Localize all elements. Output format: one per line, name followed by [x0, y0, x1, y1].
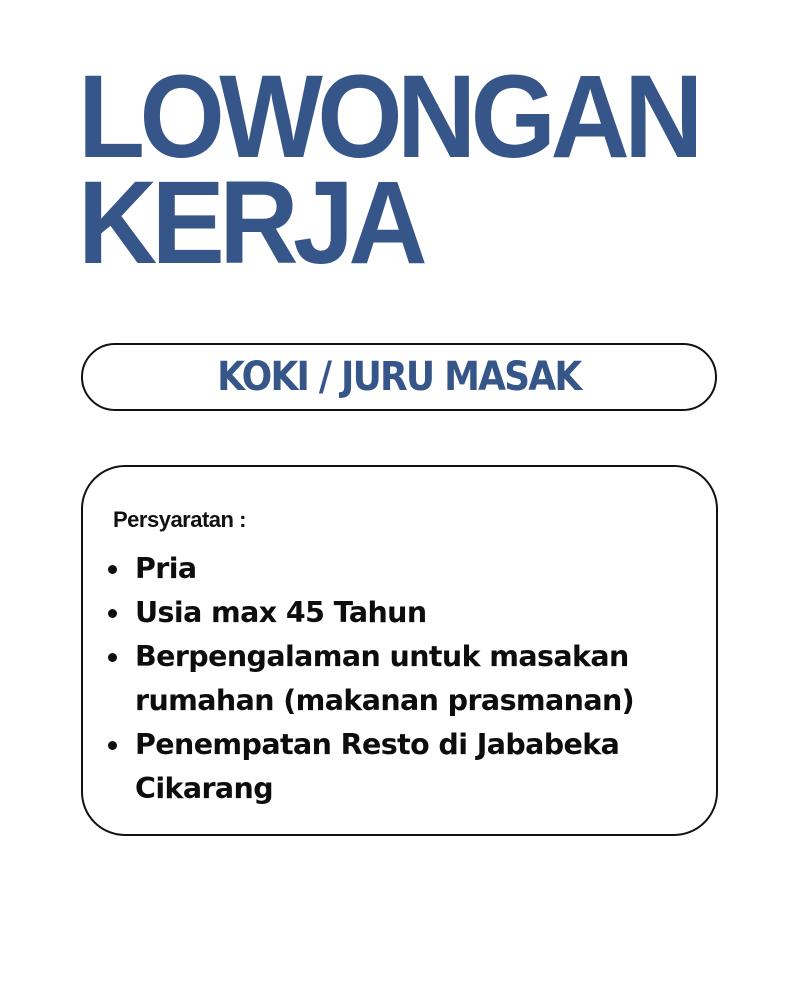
requirement-item [105, 591, 655, 635]
headline-line-2: KERJA [78, 157, 423, 289]
job-role-pill [81, 343, 717, 411]
requirement-item [105, 547, 655, 591]
requirement-text: Usia max 45 Tahun [135, 596, 427, 629]
headline-line-1: LOWONGAN [78, 51, 698, 183]
bullet-icon [108, 565, 117, 574]
headline [78, 51, 698, 289]
requirement-text: Pria [135, 552, 197, 585]
requirements-card [81, 465, 718, 836]
requirement-text: Penempatan Resto di Jababeka Cikarang [135, 728, 620, 805]
bullet-icon [108, 653, 117, 662]
requirement-item [105, 635, 655, 723]
requirements-title: Persyaratan : [113, 507, 246, 532]
job-role-label: KOKI / JURU MASAK [217, 354, 581, 400]
requirement-item [105, 723, 655, 811]
requirement-text: Berpengalaman untuk masakan rumahan (makanan prasmanan) [135, 640, 635, 717]
bullet-icon [108, 609, 117, 618]
bullet-icon [108, 741, 117, 750]
requirements-list [105, 547, 655, 811]
